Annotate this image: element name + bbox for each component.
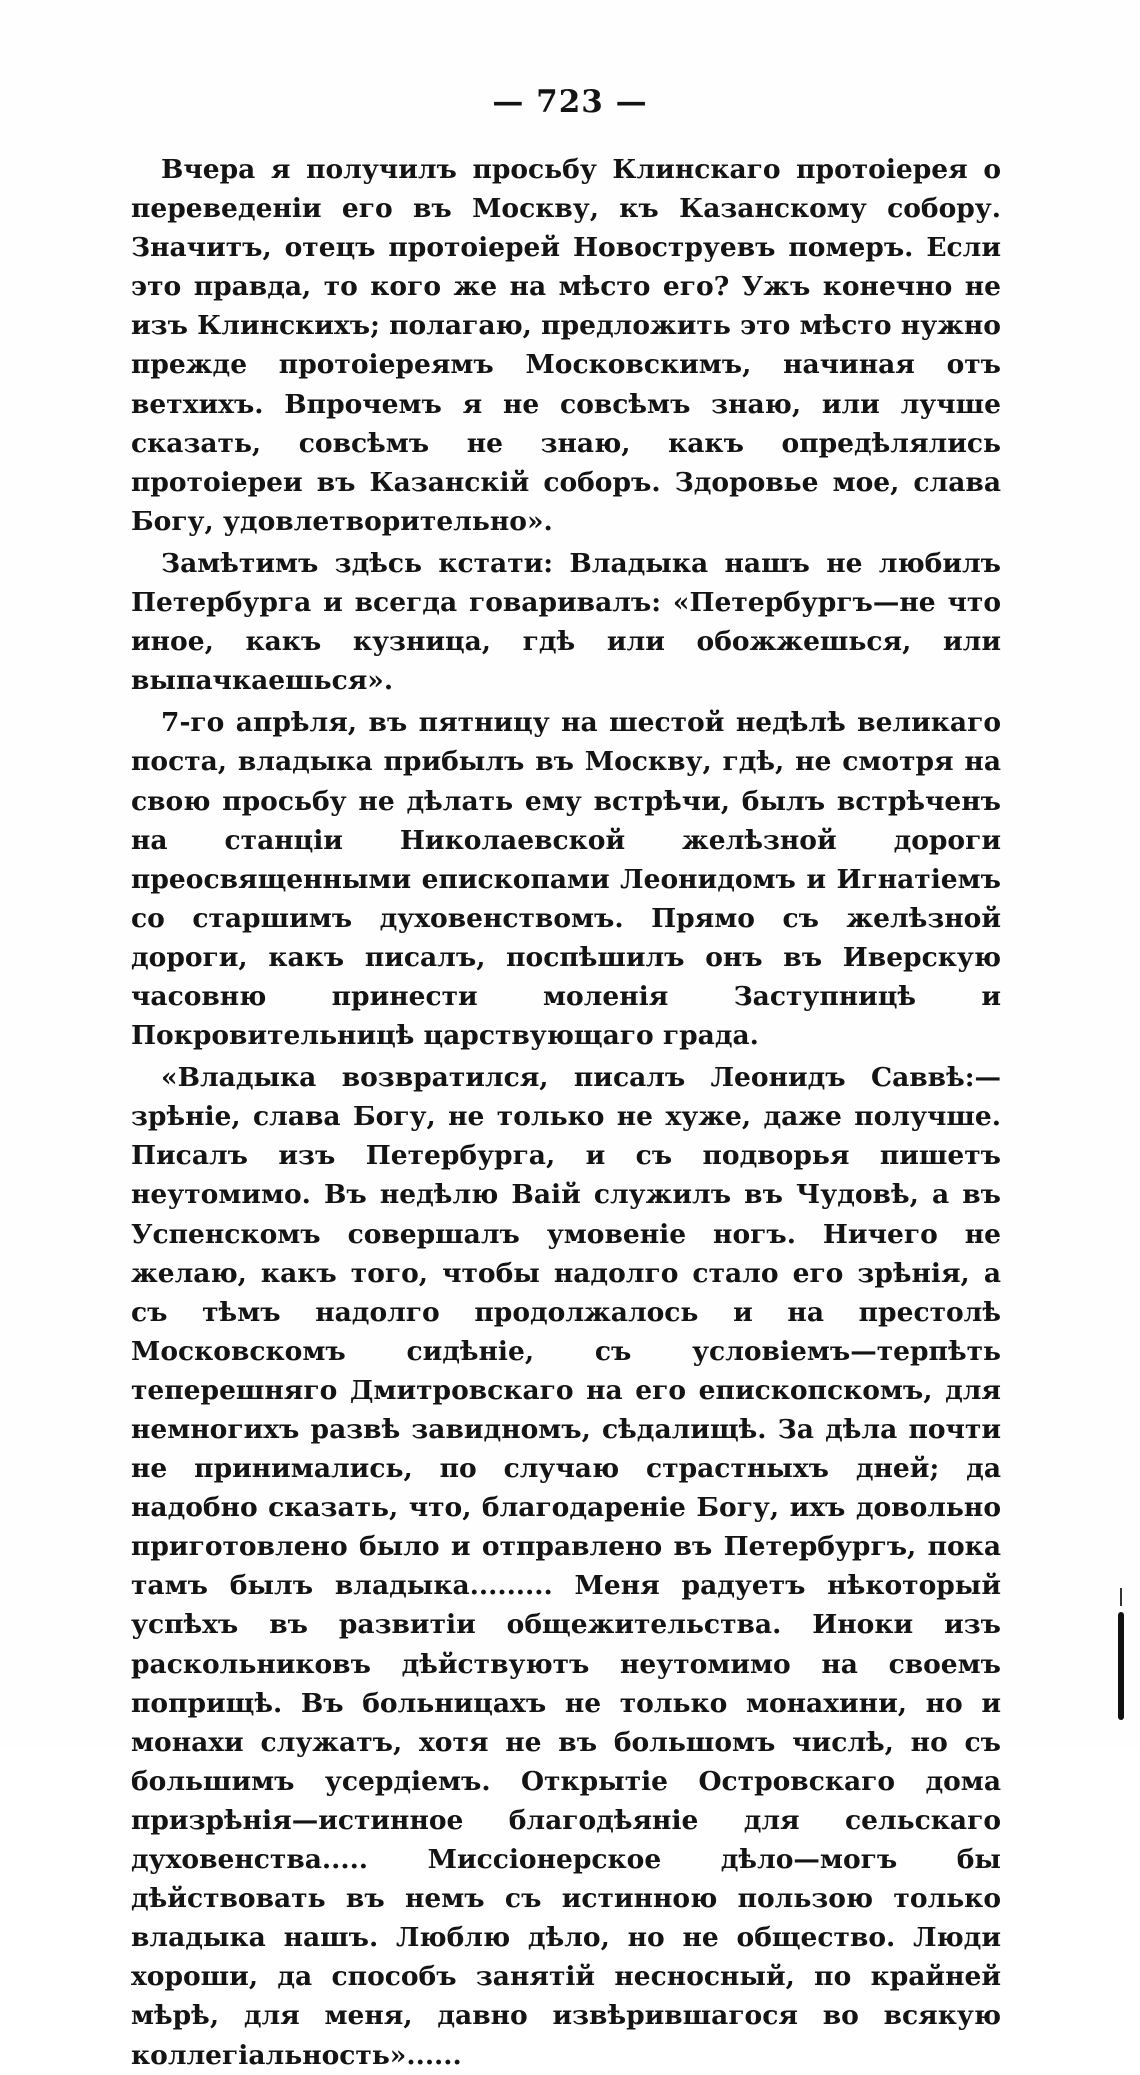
paragraph-1: Вчера я получилъ просьбу Клинскаго протоіерея о переведеніи его въ Москву, къ Казанскому собору. Значитъ, отецъ протоіерей Новоструевъ померъ. Если это правда, то кого же на мѣсто его? Ужъ конечно не изъ Клинскихъ; полагаю, предложить это мѣсто нужно прежде протоіереямъ Московскимъ, начиная отъ ветхихъ. Впрочемъ я не совсѣмъ знаю, или лучше сказать, совсѣмъ не знаю, какъ опредѣлялись протоіереи въ Казанскій соборъ. Здоровье мое, слава Богу, удовлетворительно». bbox=[131, 154, 1001, 537]
paragraph-3: 7-го апрѣля, въ пятницу на шестой недѣлѣ великаго поста, владыка прибылъ въ Москву, гдѣ, не смотря на свою просьбу не дѣлать ему встрѣчи, былъ встрѣченъ на станціи Николаевской желѣзной дороги преосвященными епископами Леонидомъ и Игнатіемъ со старшимъ духовенствомъ. Прямо съ желѣзной дороги, какъ писалъ, поспѣшилъ онъ въ Иверскую часовню принести моленія Заступницѣ и Покровительницѣ царствующаго града. bbox=[131, 707, 1001, 1052]
page-edge-mark bbox=[1118, 1612, 1124, 1720]
paragraph-2: Замѣтимъ здѣсь кстати: Владыка нашъ не любилъ Петербурга и всегда говаривалъ: «Петербургъ—не что иное, какъ кузница, гдѣ или обожжешься, или выпачкаешься». bbox=[131, 547, 1001, 697]
paragraph-4: «Владыка возвратился, писалъ Леонидъ Саввѣ:—зрѣніе, слава Богу, не только не хуже, даже получше. Писалъ изъ Петербурга, и съ подворья пишетъ неутомимо. Въ недѣлю Ваій служилъ въ Чудовѣ, а въ Успенскомъ совершалъ умовеніе ногъ. Ничего не желаю, какъ того, чтобы надолго стало его зрѣнія, а съ тѣмъ надолго продолжалось и на престолѣ Московскомъ сидѣніе, съ условіемъ—терпѣть теперешняго Дмитровскаго на его епископскомъ, для немногихъ развѣ завидномъ, сѣдалищѣ. За дѣла почти не принимались, по случаю страстныхъ дней; да надобно сказать, что, благодареніе Богу, ихъ довольно приготовлено было и отправлено въ Петербургъ, пока тамъ былъ владыка......... Меня радуетъ нѣкоторый успѣхъ въ развитіи общежительства. Иноки изъ раскольниковъ дѣйствуютъ неутомимо на своемъ поприщѣ. Въ больницахъ не только монахини, но и монахи служатъ, хотя не въ большомъ числѣ, но съ большимъ усердіемъ. Открытіе Островскаго дома призрѣнія—истинное благодѣяніе для сельскаго духовенства..... Миссіонерское дѣло—могъ бы дѣйствовать въ немъ съ истинною пользою только владыка нашъ. Люблю дѣло, но не общество. Люди хороши, да способъ занятій несносный, по крайней мѣрѣ, для меня, давно извѣрившагося во всякую коллегіальность»...... bbox=[131, 1062, 1001, 2071]
page-edge-mark-small bbox=[1120, 1588, 1122, 1606]
page-number: — 723 — bbox=[492, 84, 648, 120]
page-text bbox=[131, 150, 1001, 2075]
